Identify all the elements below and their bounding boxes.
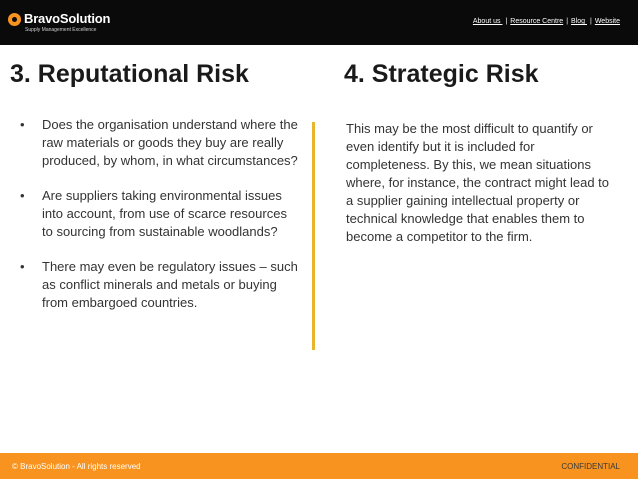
column-divider <box>312 122 315 350</box>
strategic-risk-paragraph: This may be the most difficult to quantify or even identify but it is included for completeness. By this, we mean situations where, for instance, the contract might lead to a supplier gaining intellectual property or technical knowledge that enables them to become a competitor to the firm. <box>346 121 610 244</box>
copyright-text: © BravoSolution - All rights reserved <box>12 462 141 471</box>
logo-tagline: Supply Management Excellence <box>25 27 97 33</box>
about-us-link[interactable]: About us <box>472 18 503 25</box>
bullet-text: Are suppliers taking environmental issues into account, from use of scarce resources to sourcing from sustainable woodlands? <box>42 188 287 239</box>
bullet-icon: • <box>20 259 25 274</box>
logo-name: BravoSolution <box>24 11 111 26</box>
bullet-text: There may even be regulatory issues – such as conflict minerals and metals or buying from embargoed countries. <box>42 259 298 310</box>
bullet-text: Does the organisation understand where the raw materials or goods they buy are really produced, by whom, in what circumstances? <box>42 117 298 168</box>
list-item <box>20 258 300 312</box>
footer-bar <box>0 453 638 479</box>
bullet-icon: • <box>20 117 25 132</box>
list-item <box>20 187 300 241</box>
top-links <box>473 18 620 25</box>
logo-icon <box>8 13 21 26</box>
blog-link[interactable]: Blog <box>571 18 587 25</box>
list-item <box>20 116 300 170</box>
confidential-label: CONFIDENTIAL <box>561 462 620 471</box>
link-separator: | <box>505 18 508 25</box>
reputational-risk-bullets <box>20 116 300 329</box>
bravosolution-logo[interactable] <box>8 9 111 35</box>
bullet-icon: • <box>20 188 25 203</box>
top-bar <box>0 0 638 45</box>
website-link[interactable]: Website <box>594 18 620 25</box>
strategic-risk-title: 4. Strategic Risk <box>344 60 539 88</box>
link-separator: | <box>590 18 592 25</box>
resource-centre-link[interactable]: Resource Centre <box>510 18 564 25</box>
link-separator: | <box>566 18 569 25</box>
reputational-risk-title: 3. Reputational Risk <box>10 60 249 88</box>
